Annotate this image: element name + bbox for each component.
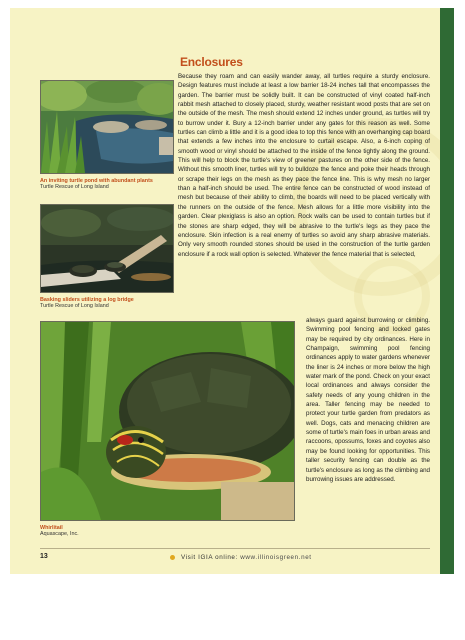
figure-title: Basking sliders utilizing a log bridge (40, 297, 134, 303)
figure-turtle-closeup-photo (40, 321, 295, 521)
footer-divider (40, 548, 430, 549)
footer-visit-label: Visit IGIA online: (181, 554, 238, 561)
page-number: 13 (40, 553, 48, 560)
figure-caption (40, 297, 180, 310)
figure-title: An inviting turtle pond with abundant plants (40, 178, 153, 184)
figure-caption (40, 178, 180, 191)
section-heading: Enclosures (180, 55, 243, 69)
page-edge-color-bar (440, 8, 454, 574)
bullet-icon (170, 555, 175, 560)
figure-credit: Turtle Rescue of Long Island (40, 184, 109, 191)
article-column-bottom (306, 316, 430, 536)
figure-caption (40, 525, 180, 538)
figure-title: Whirlitail (40, 525, 63, 531)
figure-credit: Turtle Rescue of Long Island (40, 303, 109, 310)
article-paragraph: Because they roam and can easily wander away, all turtles require a sturdy enclosure. Design features must include at least a low barrier 18-24 inches tall that encompasses the garden. The barrier must be solidly built. It can be constructed of vinyl coated half-inch rabbit mesh attached to closely placed, sturdy, weather resistant wood posts that are set on the outside of the mesh. The mesh should extend 12 inches under ground, as turtles will try to burrow under it. Bury a 12-inch barrier under any gates for this reason as well. Some turtles can climb a little and it is a good idea to top this fence with an overhanging cap board that extends a few inches into the enclosure to curtail escape. Also, a 6-inch coping of smooth wood or vinyl should be attached to the inside of the fence tightly along the ground. This will help to block the turtle's view of greener pastures on the other side of the fence. Without this smooth liner, turtles will try to bulldoze the fence and poke their heads through or scrape their legs on the mesh as they pace the fence line. This is why mesh no larger than a half-inch should be used. The entire fence can be constructed of wood instead of mesh but because of their ability to climb, the boards will need to be placed vertically with the runners on the outside of the fence. Mesh allows for a little more visibility into the garden. Clear plexiglass is also an option. Rock walls can be used to contain turtles but if the stones are sharp edged, they will be abrasive to the turtle's legs as they pace the enclosure. Skin infection is a real enemy of turtles so avoid any sharp abrasive materials. Only very smooth rounded stones should be used in the construction of the turtle garden enclosure if a rock wall option is selected. Whatever the fence material that is selected, (178, 73, 430, 258)
magazine-page (10, 8, 440, 574)
footer-website-link[interactable]: www.illinoisgreen.net (240, 554, 312, 561)
article-column-top (178, 72, 430, 315)
footer-visit-line (170, 554, 312, 561)
figure-turtle-pond-photo (40, 80, 174, 174)
figure-credit: Aquascape, Inc. (40, 531, 79, 538)
figure-basking-sliders-photo (40, 204, 174, 293)
article-paragraph-continued: always guard against burrowing or climbing. Swimming pool fencing and locked gates may be required by city ordinances. Here in Champaign, swimming pool fencing ordinances apply to water gardens whenever the liner is 24 inches or more below the high water mark of the pond. Check on your exact local ordinances and always consider the safety needs of any young children in the area. Taller fencing may be needed to protect your turtle garden from predators as well. Dogs, cats and menacing children are some of turtle's main foes in urban areas and raccoons, opossums, foxes and coyotes also may be found looking for opportunities. This taller security fencing can double as the turtle's enclosure as long as the climbing and burrowing issues are addressed. (306, 317, 430, 483)
